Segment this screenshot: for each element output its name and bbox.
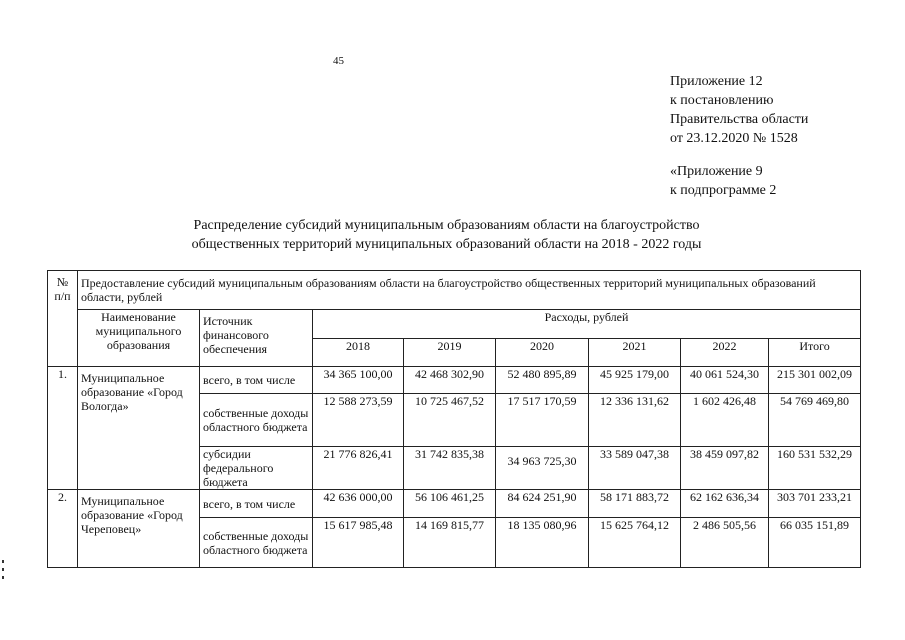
appendix-block: [670, 72, 808, 200]
table-row: [48, 490, 861, 518]
document-title-line: общественных территорий муниципальных образований области на 2018 - 2022 годы: [191, 237, 702, 252]
value-cell: 33 589 047,38: [589, 447, 681, 490]
total-cell: 303 701 233,21: [769, 490, 861, 518]
municipality-name: Муниципальное образование «Город Череповец»: [78, 490, 200, 568]
value-cell: 40 061 524,30: [681, 367, 769, 394]
source-cell: собственные доходы областного бюджета: [200, 394, 313, 447]
scan-edge-mark: [2, 560, 4, 563]
value-cell: 34 963 725,30: [496, 447, 589, 490]
value-cell: 58 171 883,72: [589, 490, 681, 518]
year-header: 2022: [681, 339, 769, 367]
appendix-line: от 23.12.2020 № 1528: [670, 131, 798, 146]
value-cell: 15 625 764,12: [589, 518, 681, 568]
municipality-name: Муниципальное образование «Город Вологда»: [78, 367, 200, 490]
source-cell: всего, в том числе: [200, 367, 313, 394]
document-title: [0, 216, 905, 254]
source-cell: всего, в том числе: [200, 490, 313, 518]
value-cell: 62 162 636,34: [681, 490, 769, 518]
subsidy-table: [47, 270, 861, 568]
value-cell: 42 468 302,90: [404, 367, 496, 394]
document-title-line: Распределение субсидий муниципальным образованиям области на благоустройство: [193, 218, 700, 233]
year-header: 2021: [589, 339, 681, 367]
value-cell: 12 588 273,59: [313, 394, 404, 447]
value-cell: 15 617 985,48: [313, 518, 404, 568]
value-cell: 14 169 815,77: [404, 518, 496, 568]
appendix-line: Приложение 12: [670, 74, 763, 89]
total-cell: 160 531 532,29: [769, 447, 861, 490]
table-row: [48, 367, 861, 394]
value-cell: 10 725 467,52: [404, 394, 496, 447]
value-cell: 52 480 895,89: [496, 367, 589, 394]
source-cell: субсидии федерального бюджета: [200, 447, 313, 490]
total-cell: 215 301 002,09: [769, 367, 861, 394]
expenses-header: Расходы, рублей: [313, 310, 861, 339]
year-header: 2020: [496, 339, 589, 367]
col-number-header: № п/п: [48, 271, 78, 367]
scan-edge-mark: [2, 576, 4, 579]
appendix-sub-line: «Приложение 9: [670, 164, 763, 179]
col-name-header: Наименование муниципального образования: [78, 310, 200, 367]
appendix-line: к постановлению: [670, 93, 774, 108]
value-cell: 84 624 251,90: [496, 490, 589, 518]
source-cell: собственные доходы областного бюджета: [200, 518, 313, 568]
year-header: 2018: [313, 339, 404, 367]
value-cell: 17 517 170,59: [496, 394, 589, 447]
appendix-sub-line: к подпрограмме 2: [670, 183, 777, 198]
year-header: 2019: [404, 339, 496, 367]
col-source-header: Источник финансового обеспечения: [200, 310, 313, 367]
value-cell: 18 135 080,96: [496, 518, 589, 568]
value-cell: 34 365 100,00: [313, 367, 404, 394]
value-cell: 42 636 000,00: [313, 490, 404, 518]
value-cell: 31 742 835,38: [404, 447, 496, 490]
value-cell: 45 925 179,00: [589, 367, 681, 394]
total-cell: 66 035 151,89: [769, 518, 861, 568]
value-cell: 1 602 426,48: [681, 394, 769, 447]
total-cell: 54 769 469,80: [769, 394, 861, 447]
row-number: 2.: [48, 490, 78, 568]
scan-edge-mark: [2, 568, 4, 571]
value-cell: 56 106 461,25: [404, 490, 496, 518]
appendix-line: Правительства области: [670, 112, 809, 127]
total-header: Итого: [769, 339, 861, 367]
value-cell: 21 776 826,41: [313, 447, 404, 490]
value-cell: 2 486 505,56: [681, 518, 769, 568]
page-number: 45: [333, 55, 344, 67]
row-number: 1.: [48, 367, 78, 490]
table-span-header: Предоставление субсидий муниципальным образованиям области на благоустройство общественных территорий муниципальных образований области, рублей: [78, 271, 861, 310]
value-cell: 12 336 131,62: [589, 394, 681, 447]
value-cell: 38 459 097,82: [681, 447, 769, 490]
